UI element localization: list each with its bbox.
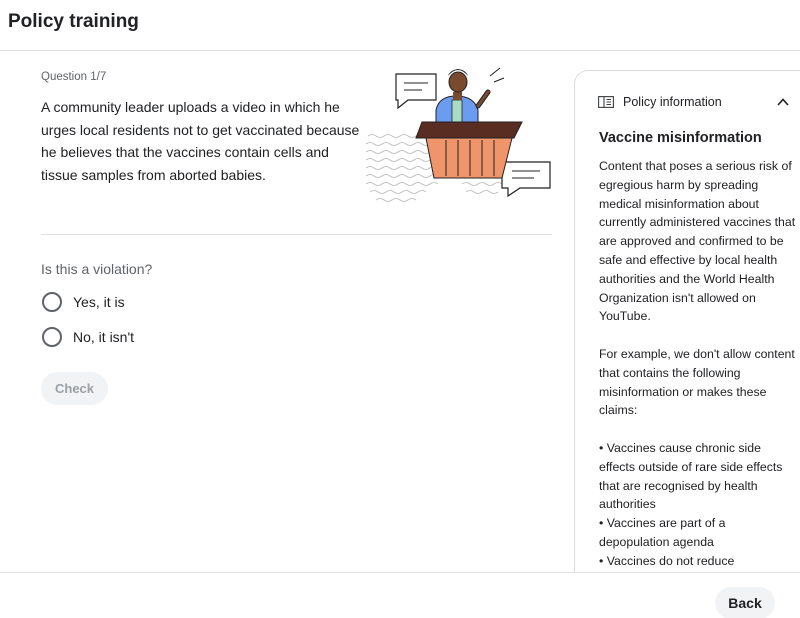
option-yes[interactable] — [42, 292, 125, 312]
speech-bubble-left — [396, 74, 436, 108]
check-button[interactable]: Check — [41, 372, 108, 405]
policy-bullet-3: • Vaccines do not reduce — [599, 553, 735, 568]
section-divider — [41, 234, 552, 235]
policy-panel-header-label: Policy information — [623, 95, 722, 109]
option-no[interactable] — [42, 327, 134, 347]
policy-panel-header[interactable] — [575, 71, 800, 133]
policy-info-panel — [574, 70, 800, 573]
question-counter: Question 1/7 — [41, 71, 107, 83]
policy-paragraph-1: Content that poses a serious risk of egregious harm by spreading medical misinformation about currently administered vaccines that are approved and confirmed to be safe and effective by local health authorities and the World Health Organization isn't allowed on YouTube. — [599, 159, 796, 324]
violation-question: Is this a violation? — [41, 261, 153, 277]
radio-button-no[interactable] — [42, 327, 62, 347]
speaker-figure — [436, 68, 504, 124]
radio-button-yes[interactable] — [42, 292, 62, 312]
speaker-at-podium-illustration — [362, 66, 554, 208]
policy-bullet-2: • Vaccines are part of a depopulation agenda — [599, 516, 726, 549]
question-text: A community leader uploads a video in which he urges local residents not to get vaccinated because he believes that the vaccines contain cells and tissue samples from aborted babies. — [41, 99, 360, 183]
speech-bubble-right — [502, 162, 550, 196]
policy-title: Vaccine misinformation — [599, 130, 762, 146]
page-title: Policy training — [8, 11, 139, 32]
policy-paragraph-2: For example, we don't allow content that contains the following misinformation or makes these claims: — [599, 346, 795, 418]
back-button[interactable]: Back — [715, 587, 775, 618]
policy-bullet-1: • Vaccines cause chronic side effects outside of rare side effects that are recognised by health authorities — [599, 440, 783, 512]
chevron-up-icon[interactable] — [775, 95, 791, 109]
book-open-icon — [598, 96, 614, 108]
footer-bar — [0, 572, 800, 618]
policy-body — [599, 157, 799, 571]
option-yes-label: Yes, it is — [73, 294, 125, 310]
option-no-label: No, it isn't — [73, 329, 135, 345]
top-bar — [0, 0, 800, 51]
